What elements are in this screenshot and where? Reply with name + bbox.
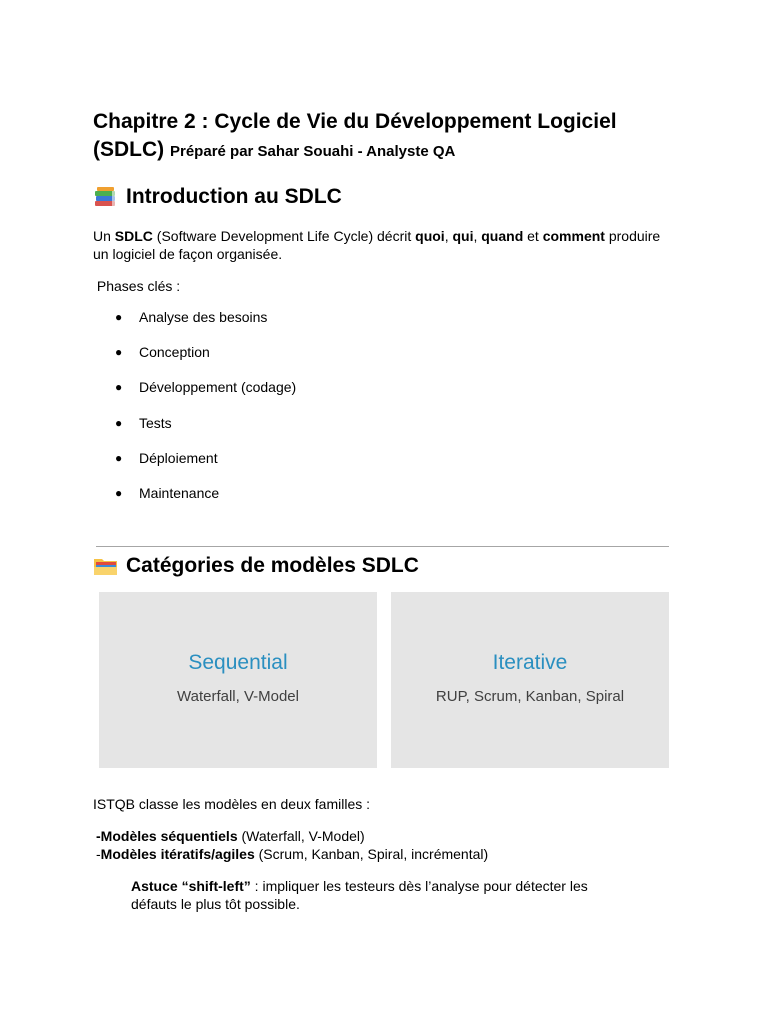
list-item: [93, 449, 593, 484]
istqb-paragraph: ISTQB classe les modèles en deux familles :: [93, 796, 371, 812]
section-divider: [96, 546, 669, 547]
intro-text: et: [523, 228, 543, 244]
bullet-icon: ●: [115, 380, 123, 395]
sequential-models-label: Modèles séquentiels: [100, 828, 238, 844]
intro-bold-comment: comment: [542, 228, 605, 244]
istqb-iterative-line: [96, 845, 676, 863]
intro-bold-qui: qui: [452, 228, 474, 244]
intro-bold-quand: quand: [481, 228, 524, 244]
card-title: Sequential: [188, 651, 288, 674]
categories-heading-text: Catégories de modèles SDLC: [126, 554, 419, 577]
phases-label: Phases clés :: [93, 278, 181, 294]
tip-text: : impliquer les testeurs dès l’analyse pour détecter les défauts le plus tôt possible.: [131, 878, 588, 912]
intro-text: produire un logiciel de façon organisée.: [93, 228, 661, 262]
list-item-text: Déploiement: [139, 449, 218, 466]
list-item: [93, 414, 593, 449]
intro-bold-quoi: quoi: [415, 228, 445, 244]
phases-list: [93, 308, 593, 519]
page-title: [93, 108, 693, 166]
istqb-sequential-line: [96, 827, 676, 845]
intro-heading: [93, 184, 342, 210]
folder-icon: [93, 555, 119, 577]
card-subtitle: Waterfall, V-Model: [177, 688, 299, 705]
categories-heading: [93, 553, 419, 579]
sequential-card: [99, 592, 377, 768]
list-item: [93, 378, 593, 413]
intro-text: ,: [444, 228, 453, 244]
list-item-text: Tests: [139, 414, 172, 431]
bullet-icon: ●: [115, 485, 123, 500]
line-prefix: -: [96, 846, 101, 862]
list-item-text: Conception: [139, 344, 210, 361]
card-title: Iterative: [492, 651, 568, 674]
iterative-models-label: Modèles itératifs/agiles: [100, 846, 255, 862]
intro-text: (Software Development Life Cycle) décrit: [152, 228, 416, 244]
list-item: [93, 484, 593, 519]
list-item-text: Développement (codage): [139, 379, 297, 396]
title-subtitle: Préparé par Sahar Souahi - Analyste QA: [170, 143, 456, 160]
list-item-text: Analyse des besoins: [139, 309, 268, 325]
iterative-models-examples: (Scrum, Kanban, Spiral, incrémental): [254, 846, 489, 862]
card-subtitle: RUP, Scrum, Kanban, Spiral: [435, 688, 625, 705]
intro-bold-sdlc: SDLC: [114, 228, 153, 244]
title-text: Chapitre 2 : Cycle de Vie du Développement Logiciel (SDLC): [93, 110, 617, 161]
iterative-card: [391, 592, 669, 768]
intro-paragraph: [93, 227, 673, 263]
bullet-icon: ●: [115, 415, 123, 430]
intro-text: Un: [93, 228, 115, 244]
list-item-text: Maintenance: [139, 484, 220, 501]
sequential-models-examples: (Waterfall, V-Model): [237, 828, 365, 844]
list-item: [93, 343, 593, 378]
books-icon: [93, 186, 119, 208]
bullet-icon: ●: [115, 310, 123, 324]
intro-text: ,: [473, 228, 482, 244]
bullet-icon: ●: [115, 450, 123, 465]
intro-heading-text: Introduction au SDLC: [126, 185, 342, 208]
line-prefix: -: [96, 828, 101, 844]
bullet-icon: ●: [115, 345, 123, 360]
tip-label: Astuce “shift-left”: [131, 878, 251, 894]
tip-paragraph: [131, 877, 611, 913]
list-item: [93, 308, 593, 343]
